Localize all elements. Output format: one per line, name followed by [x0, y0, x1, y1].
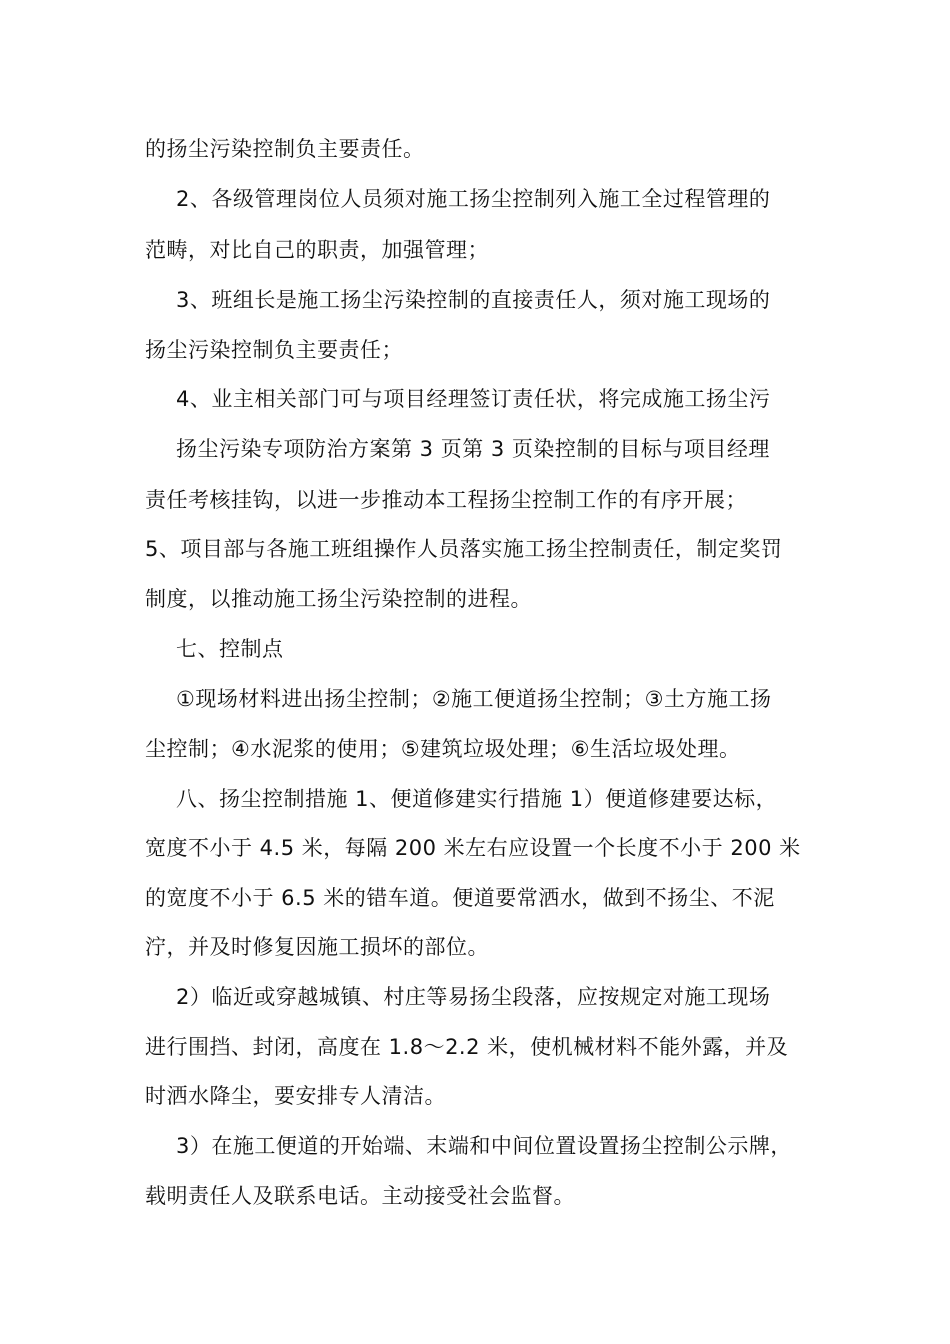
text-line: 制度，以推动施工扬尘污染控制的进程。 [145, 587, 532, 611]
text-line: 3、班组长是施工扬尘污染控制的直接责任人，须对施工现场的 [176, 288, 771, 312]
text-line: 扬尘污染控制负主要责任； [145, 338, 403, 362]
text-line: 宽度不小于 4.5 米，每隔 200 米左右应设置一个长度不小于 200 米 [145, 836, 801, 860]
text-line: 的宽度不小于 6.5 米的错车道。便道要常洒水，做到不扬尘、不泥 [145, 886, 775, 910]
text-line: 3）在施工便道的开始端、末端和中间位置设置扬尘控制公示牌， [176, 1134, 792, 1158]
text-line: 泞，并及时修复因施工损坏的部位。 [145, 935, 489, 959]
text-line: 的扬尘污染控制负主要责任。 [145, 137, 425, 161]
text-line: 尘控制；④水泥浆的使用；⑤建筑垃圾处理；⑥生活垃圾处理。 [145, 737, 741, 761]
text-line: 载明责任人及联系电话。主动接受社会监督。 [145, 1184, 575, 1208]
text-line: 时洒水降尘，要安排专人清洁。 [145, 1084, 446, 1108]
text-line: 2）临近或穿越城镇、村庄等易扬尘段落，应按规定对施工现场 [176, 985, 771, 1009]
text-line: 八、扬尘控制措施 1、便道修建实行措施 1）便道修建要达标， [176, 787, 778, 811]
section-heading: 七、控制点 [176, 637, 284, 661]
text-line: 4、业主相关部门可与项目经理签订责任状，将完成施工扬尘污 [176, 387, 771, 411]
text-line: 5、项目部与各施工班组操作人员落实施工扬尘控制责任，制定奖罚 [145, 537, 783, 561]
text-line: 责任考核挂钩，以进一步推动本工程扬尘控制工作的有序开展； [145, 488, 747, 512]
text-line: 扬尘污染专项防治方案第 3 页第 3 页染控制的目标与项目经理 [176, 437, 770, 461]
text-line: 进行围挡、封闭，高度在 1.8～2.2 米，使机械材料不能外露，并及 [145, 1035, 789, 1059]
text-line: 2、各级管理岗位人员须对施工扬尘控制列入施工全过程管理的 [176, 187, 771, 211]
text-line: ①现场材料进出扬尘控制；②施工便道扬尘控制；③土方施工扬 [176, 687, 772, 711]
text-line: 范畴，对比自己的职责，加强管理； [145, 238, 489, 262]
